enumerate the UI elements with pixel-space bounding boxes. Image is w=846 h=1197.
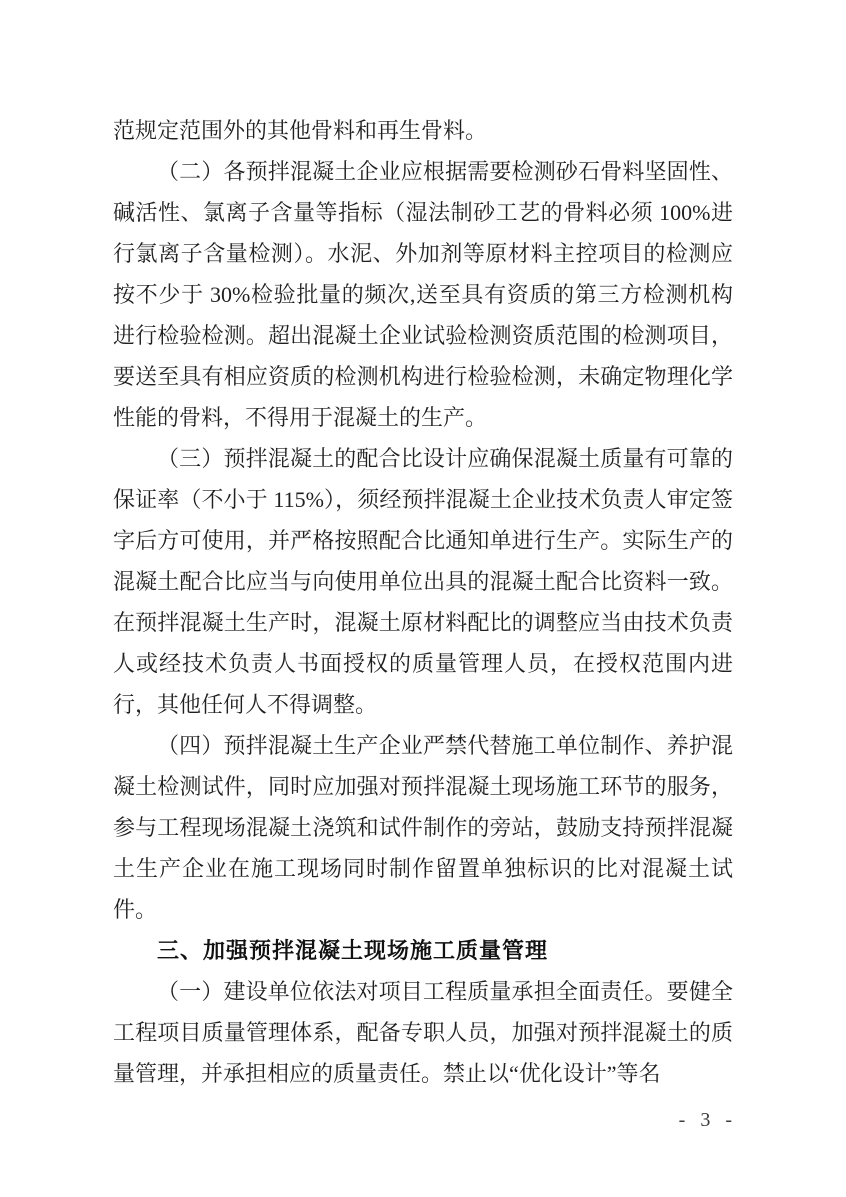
section-heading: 三、加强预拌混凝土现场施工质量管理 xyxy=(157,938,549,963)
paragraph-continuation: 范规定范围外的其他骨料和再生骨料。 xyxy=(113,118,488,143)
paragraph-item-1-section3: （一）建设单位依法对项目工程质量承担全面责任。要健全工程项目质量管理体系，配备专职人员，加强对预拌混凝土的质量管理，并承担相应的质量责任。禁止以“优化设计”等名 xyxy=(113,979,733,1086)
paragraph-item-2: （二）各预拌混凝土企业应根据需要检测砂石骨料坚固性、碱活性、氯离子含量等指标（湿法制砂工艺的骨料必须 100%进行氯离子含量检测）。水泥、外加剂等原材料主控项目的检测应按不少于 30%检验批量的频次,送至具有资质的第三方检测机构进行检验检测。超出混凝土企业试验检测资质范围的检测项目，要送至具有相应资质的检测机构进行检验检测，未确定物理化学性能的骨料，不得用于混凝土的生产。 xyxy=(113,159,733,430)
paragraph-item-3: （三）预拌混凝土的配合比设计应确保混凝土质量有可靠的保证率（不小于 115%），须经预拌混凝土企业技术负责人审定签字后方可使用，并严格按照配合比通知单进行生产。实际生产的混凝土配合比应当与向使用单位出具的混凝土配合比资料一致。在预拌混凝土生产时，混凝土原材料配比的调整应当由技术负责人或经技术负责人书面授权的质量管理人员，在授权范围内进行，其他任何人不得调整。 xyxy=(113,446,733,717)
paragraph-item-4: （四）预拌混凝土生产企业严禁代替施工单位制作、养护混凝土检测试件，同时应加强对预拌混凝土现场施工环节的服务，参与工程现场混凝土浇筑和试件制作的旁站，鼓励支持预拌混凝土生产企业在施工现场同时制作留置单独标识的比对混凝土试件。 xyxy=(113,733,733,922)
document-body xyxy=(113,110,733,1094)
page-number: - 3 - xyxy=(678,1109,732,1131)
